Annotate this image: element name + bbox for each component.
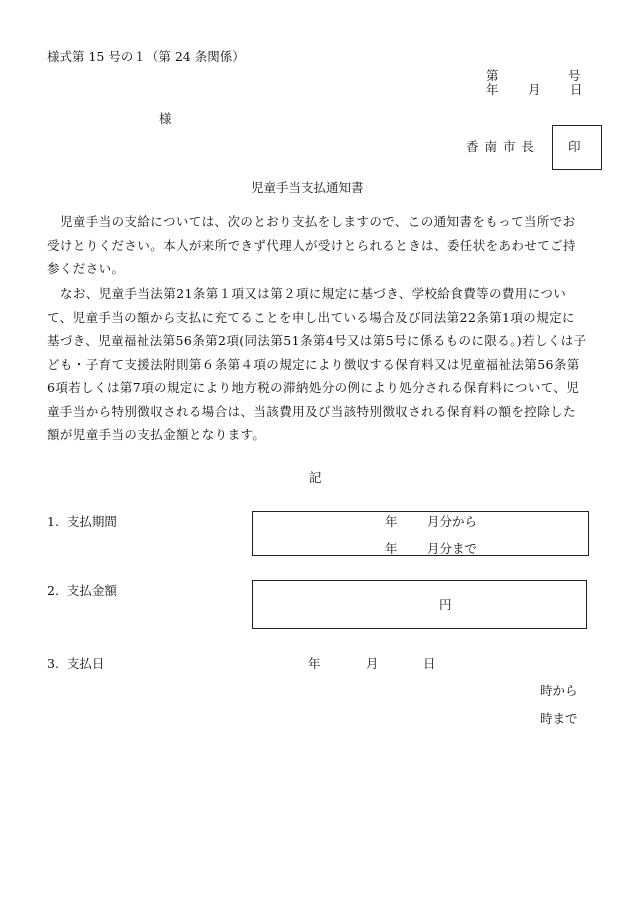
date-month-label: 月 [528, 82, 541, 97]
doc-no-suffix: 号 [568, 68, 581, 83]
date-day-label: 日 [570, 82, 583, 97]
time-to-label: 時まで [540, 711, 578, 726]
doc-no-prefix: 第 [486, 68, 499, 83]
date-year-label: 年 [486, 82, 499, 97]
amount-label: 2. 支払金額 [47, 583, 117, 598]
period-from-year: 年 [385, 514, 398, 529]
notice-paragraph-1: 児童手当の支給については、次のとおり支払をしますので、この通知書をもって当所でお受けとりください。本人が来所できず代理人が受けとられるときは、委任状をあわせてご持参ください。 [47, 214, 576, 276]
form-id: 様式第 15 号の１（第 24 条関係） [47, 49, 245, 64]
seal-box [552, 125, 602, 170]
period-to-suffix: 月分まで [427, 541, 478, 556]
amount-unit: 円 [439, 597, 452, 612]
period-to-year: 年 [385, 541, 398, 556]
payment-year-label: 年 [308, 656, 321, 671]
notice-paragraph-2: なお、児童手当法第21条第１項又は第２項に規定に基づき、学校給食費等の費用について、児童手当の額から支払に充てることを申し出ている場合及び同法第22条第1項の規定に基づき、児童福祉法第56条第2項(同法第51条第4号又は第5号に係るものに限る。)若しくは子ども・子育て支援法附則第６条第４項の規定により徴収する保育料又は児童福祉法第56条第6項若しくは第7項の規定により地方税の滞納処分の例により処分される保育料について、児童手当から特別徴収される場合は、当該費用及び当該特別徴収される保育料の額を控除した額が児童手当の支払金額となります。 [47, 286, 587, 442]
recipient-suffix: 様 [159, 111, 172, 126]
time-from-label: 時から [540, 683, 578, 698]
page-title: 児童手当支払通知書 [251, 180, 364, 195]
period-box[interactable] [252, 511, 589, 556]
amount-box[interactable] [252, 580, 587, 629]
seal-label: 印 [568, 139, 581, 154]
period-from-suffix: 月分から [427, 514, 478, 529]
payment-day-label: 日 [423, 656, 436, 671]
ki-heading: 記 [309, 470, 322, 485]
period-label: 1. 支払期間 [47, 514, 117, 529]
payment-month-label: 月 [366, 656, 379, 671]
payment-date-label: 3. 支払日 [47, 656, 105, 671]
issuer-name: 香 南 市 長 [466, 139, 535, 154]
